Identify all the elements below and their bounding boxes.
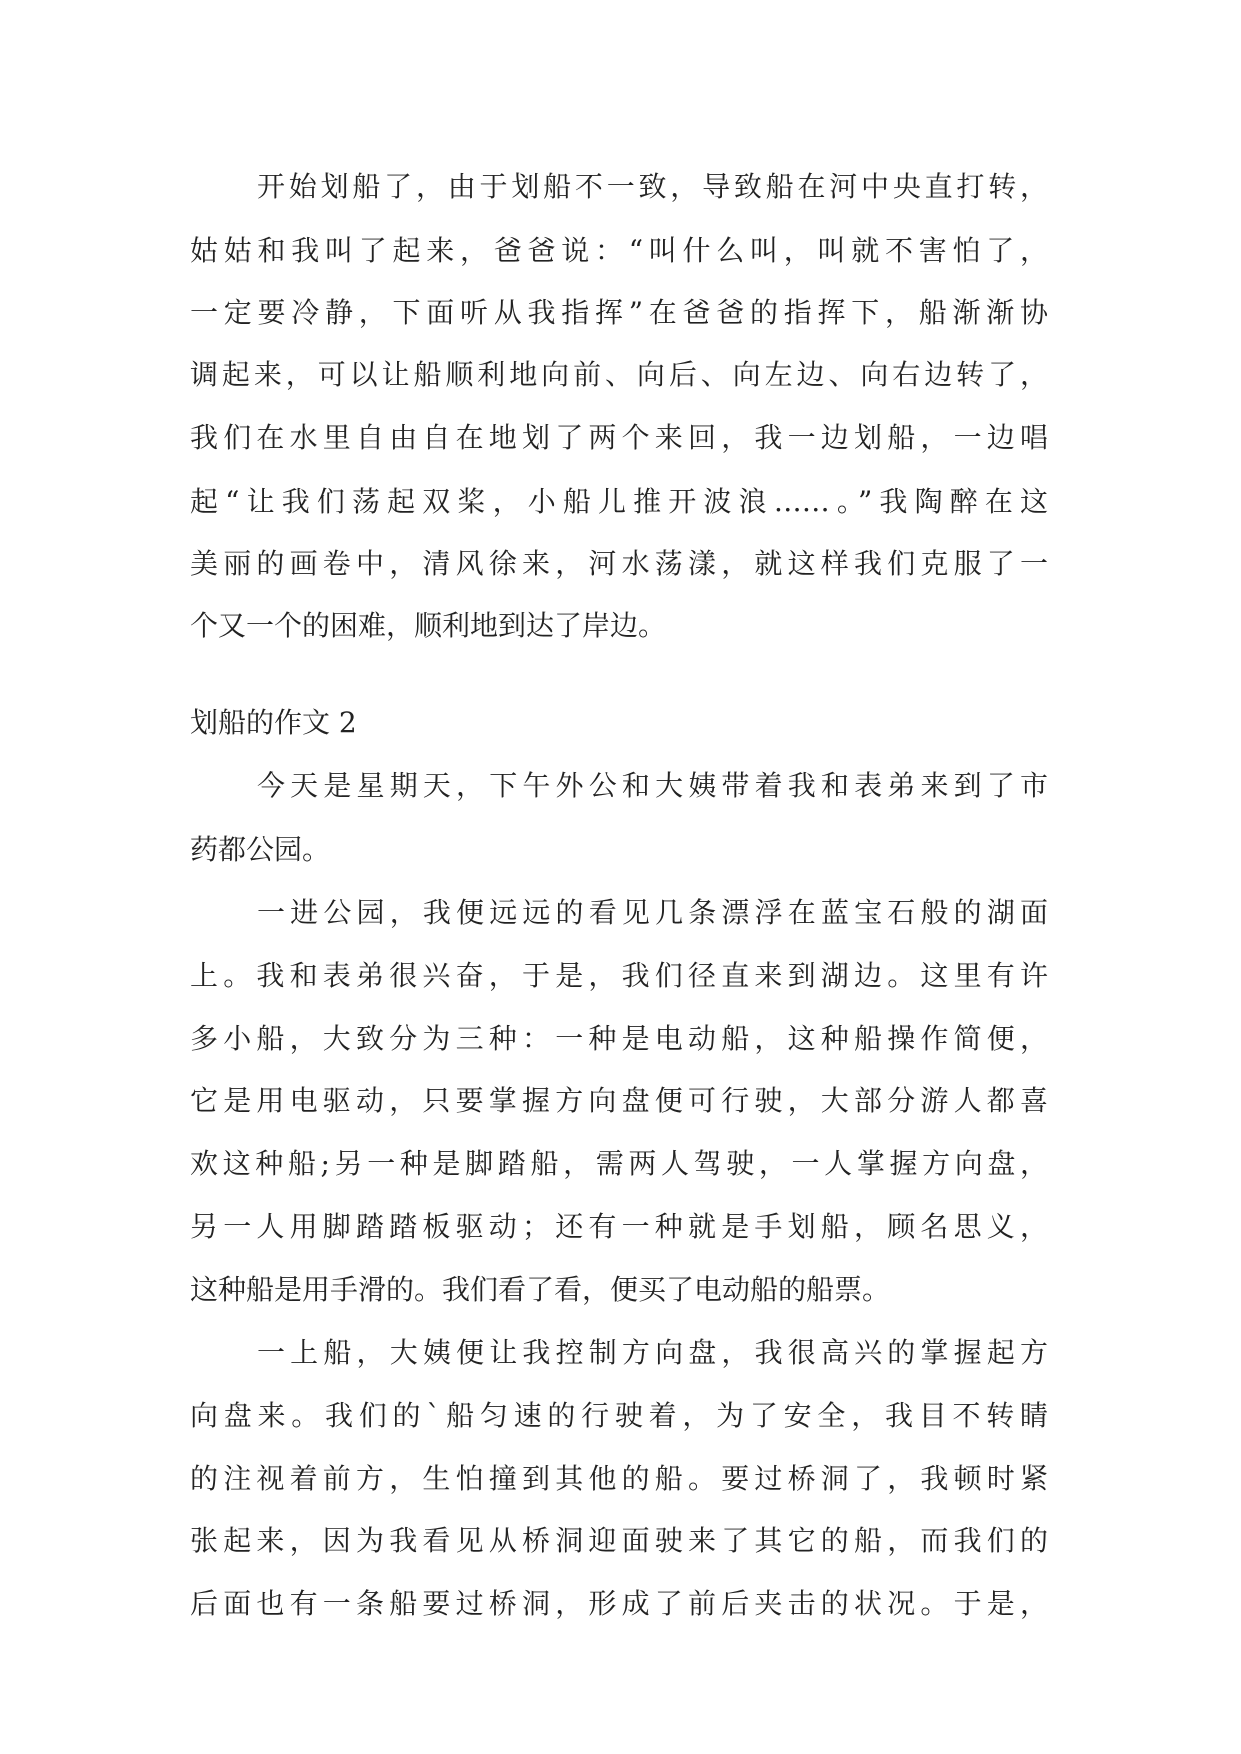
text-line: 后面也有一条船要过桥洞，形成了前后夹击的状况。于是， <box>190 1587 1048 1620</box>
text-line: 调起来，可以让船顺利地向前、向后、向左边、向右边转了， <box>190 358 1048 391</box>
text-line: 我们在水里自由自在地划了两个来回，我一边划船，一边唱 <box>190 421 1048 454</box>
text-line: 姑姑和我叫了起来，爸爸说：“叫什么叫，叫就不害怕了， <box>190 234 1048 267</box>
text-line: 上。我和表弟很兴奋，于是，我们径直来到湖边。这里有许 <box>190 959 1048 992</box>
text-line: 它是用电驱动，只要掌握方向盘便可行驶，大部分游人都喜 <box>190 1084 1048 1117</box>
text-line: 起“让我们荡起双桨，小船儿推开波浪……。”我陶醉在这 <box>190 485 1048 518</box>
text-line: 向盘来。我们的`船匀速的行驶着，为了安全，我目不转睛 <box>190 1399 1048 1432</box>
text-line: 今天是星期天，下午外公和大姨带着我和表弟来到了市 <box>257 769 1048 802</box>
text-line: 的注视着前方，生怕撞到其他的船。要过桥洞了，我顿时紧 <box>190 1462 1048 1495</box>
text-line: 欢这种船;另一种是脚踏船，需两人驾驶，一人掌握方向盘， <box>190 1147 1048 1180</box>
text-line: 张起来，因为我看见从桥洞迎面驶来了其它的船，而我们的 <box>190 1524 1048 1557</box>
text-line: 另一人用脚踏踏板驱动；还有一种就是手划船，顾名思义， <box>190 1210 1048 1243</box>
text-line: 药都公园。 <box>190 833 331 866</box>
text-line: 个又一个的困难，顺利地到达了岸边。 <box>190 609 667 642</box>
section-title: 划船的作文 2 <box>190 706 357 739</box>
text-line: 美丽的画卷中，清风徐来，河水荡漾，就这样我们克服了一 <box>190 547 1048 580</box>
text-line: 这种船是用手滑的。我们看了看，便买了电动船的船票。 <box>190 1273 891 1306</box>
text-line: 一进公园，我便远远的看见几条漂浮在蓝宝石般的湖面 <box>257 896 1048 929</box>
text-line: 一上船，大姨便让我控制方向盘，我很高兴的掌握起方 <box>257 1336 1048 1369</box>
text-line: 一定要冷静，下面听从我指挥”在爸爸的指挥下，船渐渐协 <box>190 296 1048 329</box>
text-line: 开始划船了，由于划船不一致，导致船在河中央直打转， <box>257 170 1048 203</box>
text-line: 多小船，大致分为三种：一种是电动船，这种船操作简便， <box>190 1022 1048 1055</box>
